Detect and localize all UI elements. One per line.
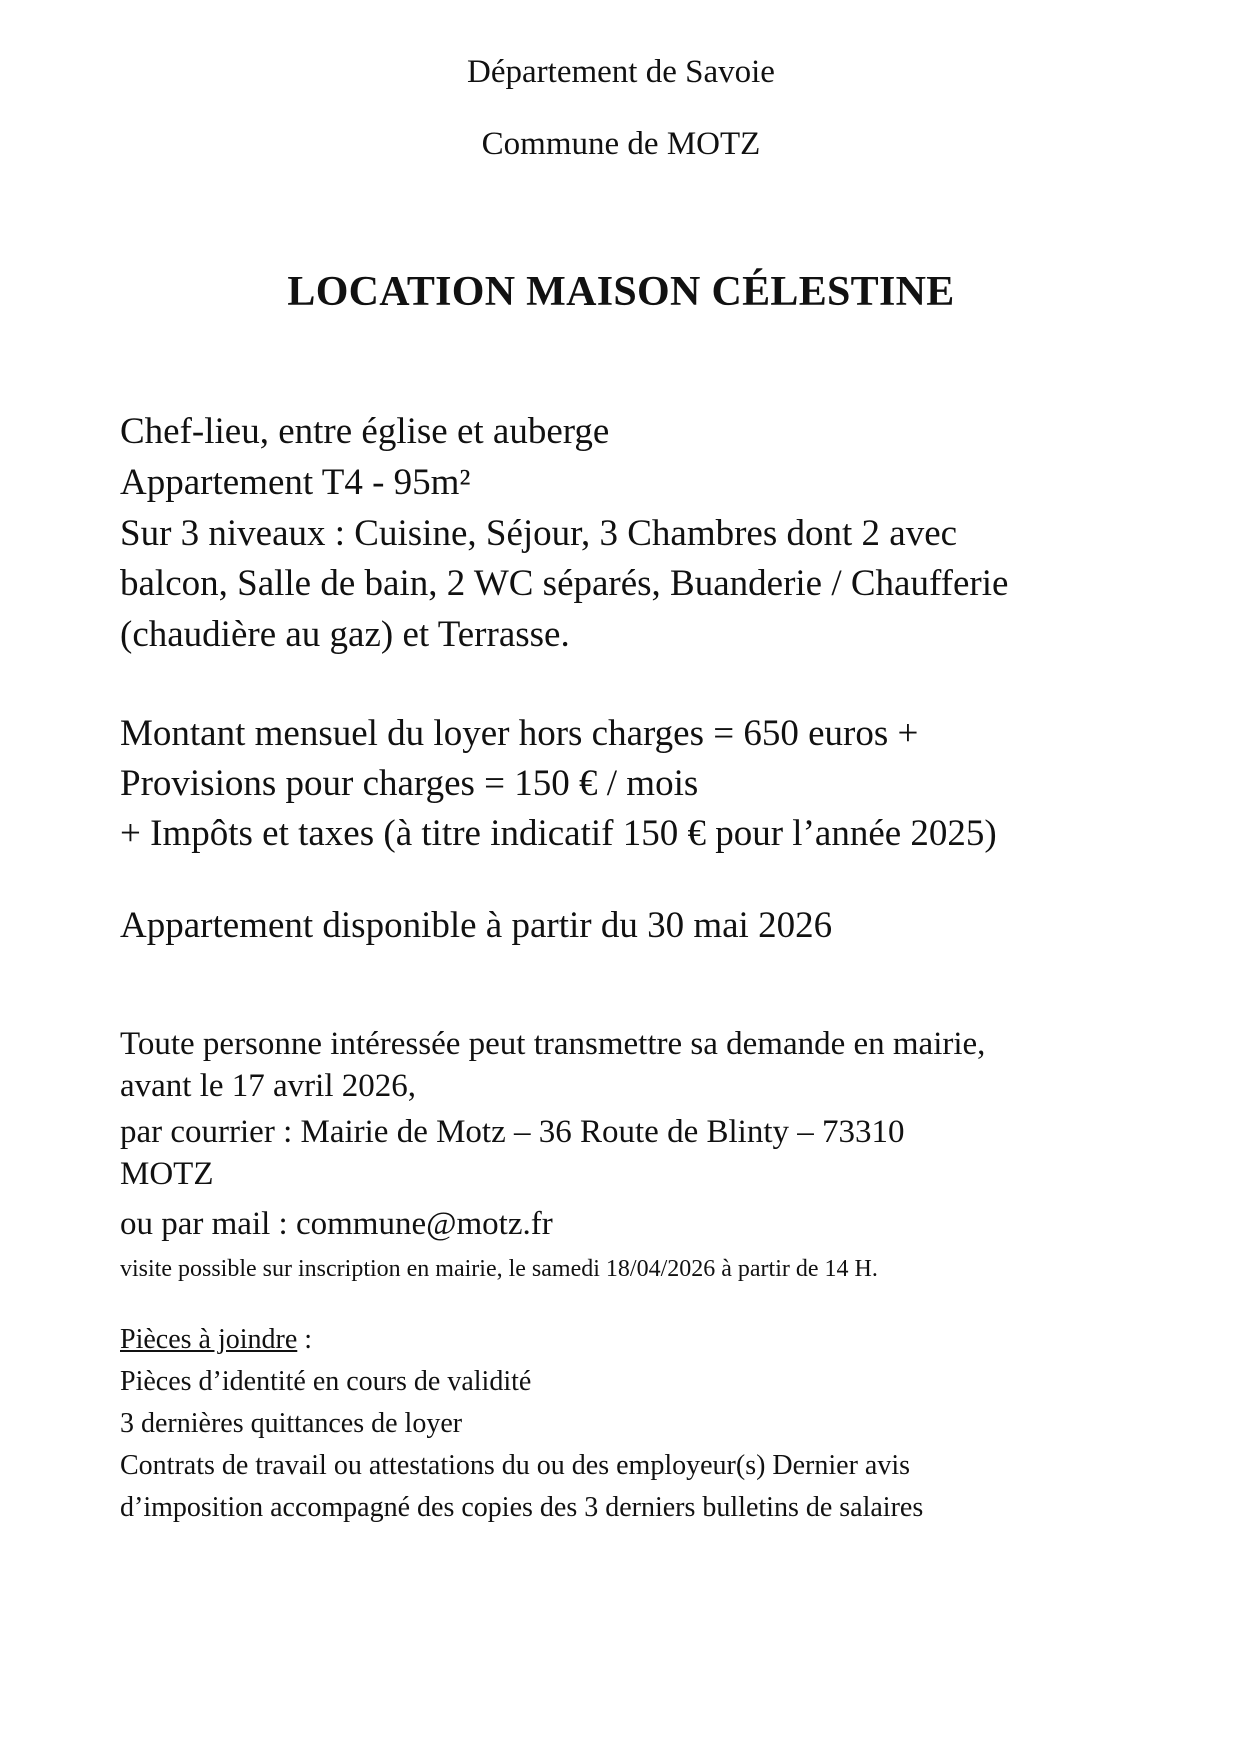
visit-note: visite possible sur inscription en mairie, le samedi 18/04/2026 à partir de 14 H. xyxy=(120,1256,878,1282)
documents-heading-label: Pièces à joindre xyxy=(120,1324,298,1355)
documents-heading xyxy=(120,1324,312,1356)
contact-line: ou par mail : commune@motz.fr xyxy=(120,1206,553,1242)
pricing-line: Provisions pour charges = 150 € / mois xyxy=(120,763,699,804)
description-line: Appartement T4 - 95m² xyxy=(120,462,471,503)
pricing-line: Montant mensuel du loyer hors charges = 650 euros + xyxy=(120,713,919,754)
document-item: Pièces d’identité en cours de validité xyxy=(120,1366,532,1397)
document-item: 3 dernières quittances de loyer xyxy=(120,1408,463,1439)
contact-line: Toute personne intéressée peut transmettre sa demande en mairie, xyxy=(120,1026,986,1062)
availability-line: Appartement disponible à partir du 30 mai 2026 xyxy=(120,905,833,946)
contact-line: avant le 17 avril 2026, xyxy=(120,1068,417,1104)
department-header: Département de Savoie xyxy=(467,54,775,90)
description-line: balcon, Salle de bain, 2 WC séparés, Buanderie / Chaufferie xyxy=(120,563,1009,604)
description-line: Chef-lieu, entre église et auberge xyxy=(120,411,610,452)
page-title: LOCATION MAISON CÉLESTINE xyxy=(287,269,955,315)
description-line: (chaudière au gaz) et Terrasse. xyxy=(120,614,570,655)
description-line: Sur 3 niveaux : Cuisine, Séjour, 3 Chambres dont 2 avec xyxy=(120,513,958,554)
contact-line: MOTZ xyxy=(120,1156,214,1192)
contact-line: par courrier : Mairie de Motz – 36 Route de Blinty – 73310 xyxy=(120,1114,905,1150)
document-item: Contrats de travail ou attestations du ou des employeur(s) Dernier avis xyxy=(120,1450,911,1481)
documents-heading-suffix: : xyxy=(297,1324,313,1355)
document-item: d’imposition accompagné des copies des 3 derniers bulletins de salaires xyxy=(120,1492,924,1523)
pricing-line: + Impôts et taxes (à titre indicatif 150 € pour l’année 2025) xyxy=(120,813,997,854)
commune-header: Commune de MOTZ xyxy=(481,126,761,162)
